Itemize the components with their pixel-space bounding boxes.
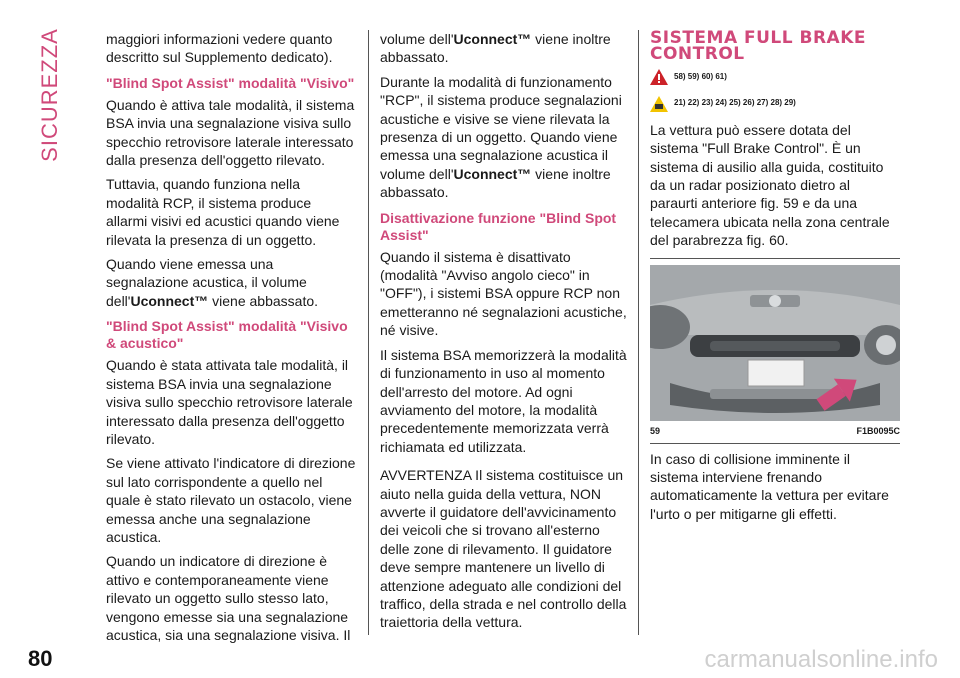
page-number: 80 — [28, 646, 53, 671]
car-front-illustration — [650, 265, 900, 421]
paragraph: Tuttavia, quando funziona nella modalità RCP, il sistema produce allarmi visivi ed acustici quando viene rilevata la presenza di un oggetto. — [106, 176, 340, 248]
figure-59 — [650, 258, 900, 444]
heading-line-1: SISTEMA FULL BRAKE — [650, 28, 867, 48]
section-heading — [650, 30, 900, 62]
text: Quando viene emessa una segnalazione acustica, il volume dell' — [106, 256, 307, 309]
warning-refs-text: 58) 59) 60) 61) — [674, 72, 727, 81]
paragraph: Quando è stata attivata tale modalità, il sistema BSA invia una segnalazione visiva sullo specchio retrovisore laterale interessato dalla presenza dell'oggetto rilevato. — [106, 357, 353, 447]
heading-line-2: CONTROL — [650, 44, 745, 64]
text: viene abbassato. — [208, 292, 319, 309]
figure-number: 59 — [650, 426, 661, 437]
text: Durante la modalità di funzionamento "RCP", il sistema produce segnalazioni acustiche e visive se viene rilevata la presenza di un oggetto. Quando viene emessa una segnalazione acustica il volume dell' — [380, 73, 622, 182]
text: viene inoltre abbassato. — [380, 31, 611, 66]
column-divider — [638, 30, 639, 635]
note-references — [650, 94, 900, 112]
paragraph: Se viene attivato l'indicatore di direzione sul lato corrispondente a quello nel quale è stato rilevato un ostacolo, viene emessa anche una segnalazione acustica. — [106, 455, 356, 545]
paragraph: maggiori informazioni vedere quanto descritto sul Supplemento dedicato). — [106, 31, 333, 66]
uconnect-brand: Uconnect™ — [130, 292, 209, 309]
paragraph — [380, 30, 632, 67]
column-3 — [650, 30, 900, 529]
paragraph: Quando è attiva tale modalità, il sistema BSA invia una segnalazione visiva sullo specchio retrovisore laterale interessato dalla presenza dell'oggetto rilevato. — [106, 96, 355, 169]
figure-code: F1B0095C — [856, 426, 900, 437]
section-label: SICUREZZA — [37, 28, 62, 162]
paragraph: Il sistema BSA memorizzerà la modalità di funzionamento in uso al momento dell'arresto del motore. Ad ogni avviamento del motore, la modalità precedentemente memorizzata verrà richiamata ed utilizzata. — [380, 346, 627, 455]
figure-caption — [650, 422, 900, 440]
column-2 — [380, 30, 632, 638]
text: volume dell' — [380, 31, 454, 47]
section-tab — [20, 30, 80, 160]
paragraph: Quando il sistema è disattivato (modalità "Avviso angolo cieco" in "OFF"), i sistemi BSA oppure RCP non emetteranno né segnalazioni acustiche, né visive. — [380, 248, 627, 339]
note-refs-text: 21) 22) 23) 24) 25) 26) 27) 28) 29) — [674, 98, 796, 108]
subheading-deactivation: Disattivazione funzione "Blind Spot Assist" — [380, 209, 617, 243]
subheading-visual-mode: "Blind Spot Assist" modalità "Visivo" — [106, 74, 355, 91]
watermark: carmanualsonline.info — [704, 646, 938, 673]
uconnect-brand: Uconnect™ — [453, 31, 532, 47]
column-divider — [368, 30, 369, 635]
uconnect-brand: Uconnect™ — [453, 165, 532, 182]
text: viene inoltre abbassato. — [380, 165, 611, 201]
paragraph — [380, 73, 632, 202]
paragraph: La vettura può essere dotata del sistema "Full Brake Control". È un sistema di ausilio alla guida, costituito da un radar posizionato dietro al paraurti anteriore fig. 59 e da una telecamera ubicata nella zona centrale del parabrezza fig. 60. — [650, 121, 890, 249]
car-front-photo — [650, 265, 900, 421]
warning-references — [650, 68, 900, 86]
caution-triangle-icon — [650, 96, 668, 112]
warning-triangle-icon — [650, 69, 668, 85]
paragraph: In caso di collisione imminente il sistema interviene frenando automaticamente la vettura per evitare l'urto o per mitigarne gli effetti. — [650, 450, 889, 522]
warning-paragraph: AVVERTENZA Il sistema costituisce un aiuto nella guida della vettura, NON avverte il guidatore dell'avvicinamento dei veicoli che si trovano all'esterno delle zone di rilevamento. Il guidatore deve sempre mantenere un livello di attenzione adeguato alle condizioni del traffico, della strada e nel controllo della traiettoria della vettura. — [380, 467, 627, 631]
column-1 — [106, 30, 356, 650]
paragraph — [106, 255, 356, 310]
paragraph: Quando un indicatore di direzione è attivo e contemporaneamente viene rilevato un oggetto sullo stesso lato, vengono emesse sia una segnalazione acustica, sia una segnalazione visiva. Il — [106, 553, 351, 643]
subheading-visual-acoustic-mode: "Blind Spot Assist" modalità "Visivo & acustico" — [106, 318, 348, 352]
